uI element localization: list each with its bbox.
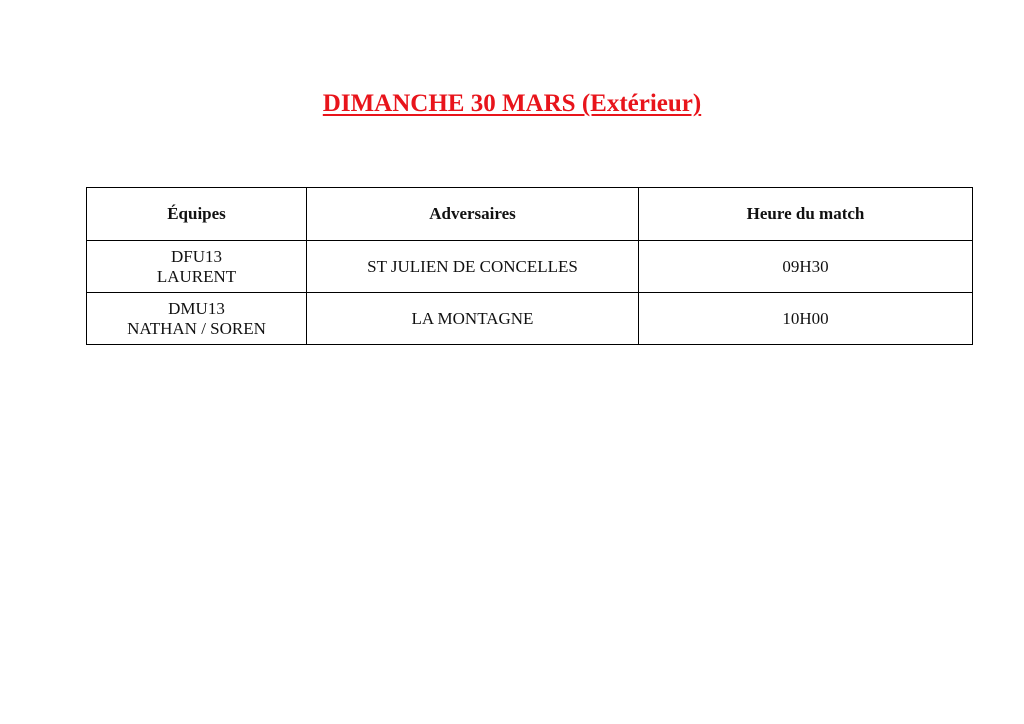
match-schedule-table [86,187,973,345]
header-match-time: Heure du match [639,188,973,241]
page-title: DIMANCHE 30 MARS (Extérieur) [322,90,702,117]
team-name: DFU13 [170,246,222,266]
team-coach: NATHAN / SOREN [127,318,266,338]
opponent-cell: LA MONTAGNE [307,293,639,345]
header-teams: Équipes [87,188,307,241]
team-cell [87,241,307,293]
opponent-cell: ST JULIEN DE CONCELLES [307,241,639,293]
match-time-cell: 10H00 [639,293,973,345]
table-row [87,241,973,293]
header-opponents: Adversaires [307,188,639,241]
match-time-cell: 09H30 [639,241,973,293]
table-header-row [87,188,973,241]
team-cell [87,293,307,345]
team-name: DMU13 [168,298,225,318]
table-row [87,293,973,345]
team-coach: LAURENT [156,266,237,286]
